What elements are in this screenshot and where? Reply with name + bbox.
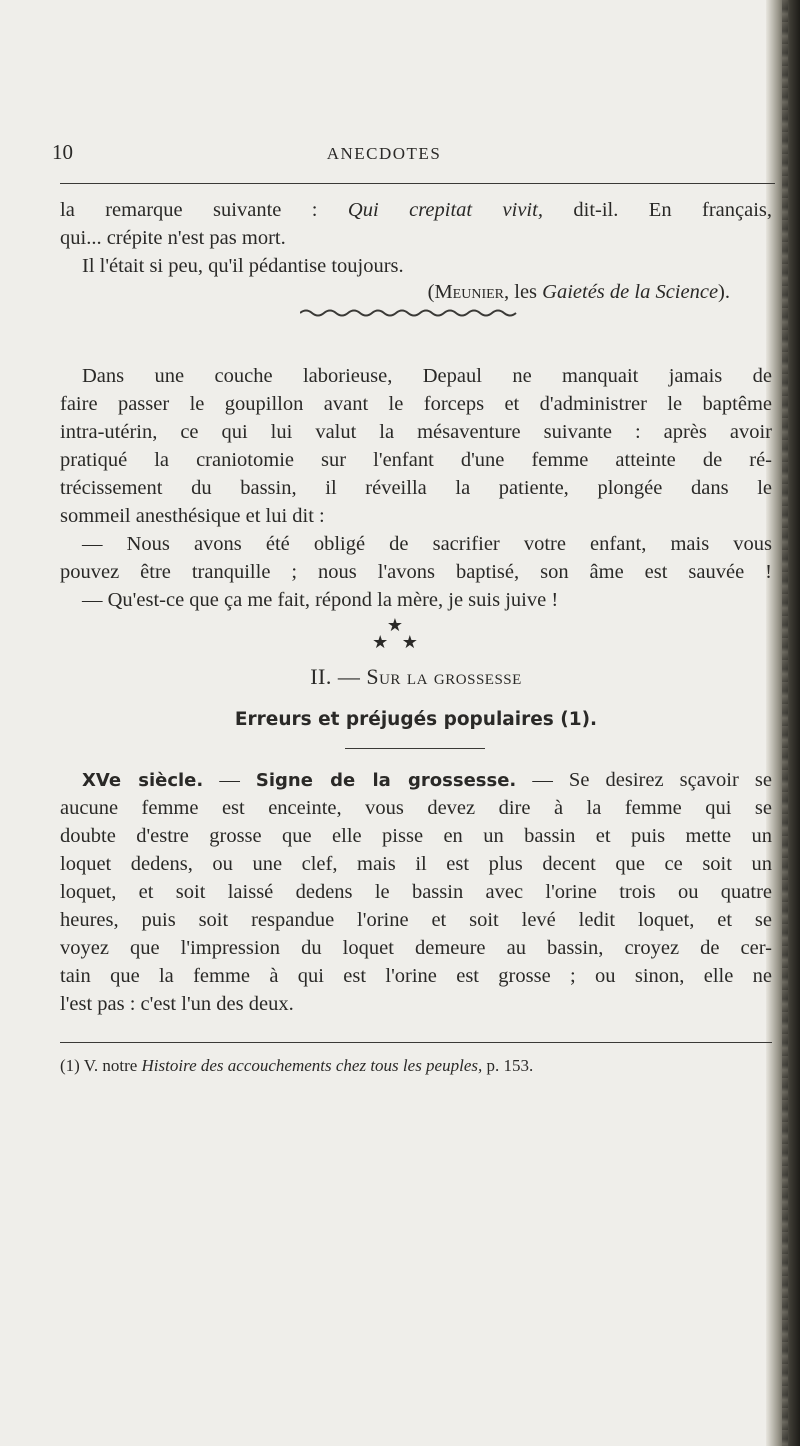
anecdote-2-line-4: pratiqué la craniotomie sur l'enfant d'une femme atteinte de ré- [60,449,772,471]
anecdote-1-line-3: Il l'était si peu, qu'il pédantise toujours. [82,255,404,277]
footnote: (1) V. notre Histoire des accouchements chez tous les peuples, p. 153. [60,1056,534,1075]
quote-line-8: tain que la femme à qui est l'orine est grosse ; ou sinon, elle ne [60,965,772,987]
quote-line-3: doubte d'estre grosse que elle pisse en un bassin et puis mette un [60,825,772,847]
header-rule [60,183,775,184]
anecdote-2-line-7: — Nous avons été obligé de sacrifier votre enfant, mais vous [82,533,772,555]
anecdote-1-line-2: qui... crépite n'est pas mort. [60,227,286,249]
asterism-bottom: ★ ★ [372,632,418,652]
asterism-top: ★ [386,615,404,635]
quote-line-7: voyez que l'impression du loquet demeure au bassin, croyez de cer- [60,937,772,959]
wavy-ornament-divider [300,305,520,321]
anecdote-2-line-8: pouvez être tranquille ; nous l'avons baptisé, son âme est sauvée ! [60,561,772,583]
running-title: ANECDOTES [326,144,442,163]
quote-line-5: loquet, et soit laissé dedens le bassin avec l'orine trois ou quatre [60,881,772,903]
anecdote-1-line-1: la remarque suivante : Qui crepitat vivit, dit-il. En français, [60,199,772,221]
anecdote-2-line-6: sommeil anesthésique et lui dit : [60,505,325,527]
quote-line-6: heures, puis soit respandue l'orine et soit levé ledit loquet, et se [60,909,772,931]
quote-line-2: aucune femme est enceinte, vous devez dire à la femme qui se [60,797,772,819]
quote-line-4: loquet dedens, ou une clef, mais il est plus decent que ce soit un [60,853,772,875]
quote-line-9: l'est pas : c'est l'un des deux. [60,993,294,1015]
page-edge-texture [782,0,788,1446]
section-subtitle: Erreurs et préjugés populaires (1). [234,709,598,730]
footnote-rule [60,1042,772,1043]
quote-line-1: XVe siècle. — Signe de la grossesse. — Se desirez sçavoir se [82,769,772,791]
anecdote-2-line-2: faire passer le goupillon avant le forceps et d'administrer le baptême [60,393,772,415]
anecdote-1-attribution: (Meunier, les Gaietés de la Science). [427,281,730,303]
section-title: II. — Sur la grossesse [310,664,522,689]
anecdote-2-line-3: intra-utérin, ce qui lui valut la mésaventure suivante : après avoir [60,421,772,443]
anecdote-2-line-1: Dans une couche laborieuse, Depaul ne manquait jamais de [82,365,772,387]
section-rule [345,748,485,749]
page-number: 10 [52,140,73,164]
anecdote-2-line-5: trécissement du bassin, il réveilla la patiente, plongée dans le [60,477,772,499]
anecdote-2-line-9: — Qu'est-ce que ça me fait, répond la mère, je suis juive ! [82,589,559,611]
